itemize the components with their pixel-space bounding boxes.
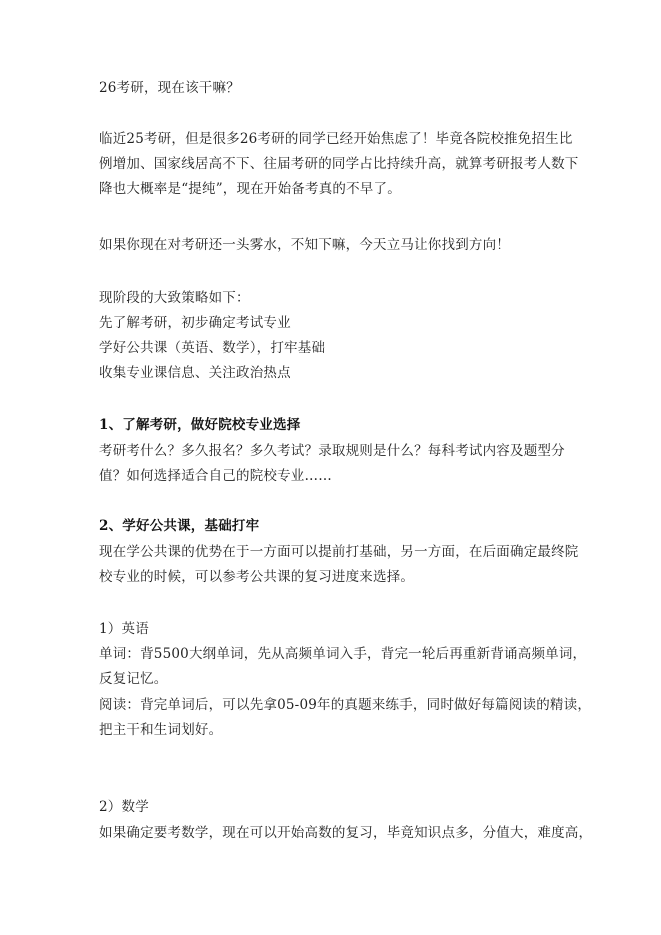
strategy-item-2: 学好公共课（英语、数学），打牢基础 xyxy=(99,340,326,356)
intro-line-2: 例增加、国家线居高不下、往届考研的同学占比持续升高，就算考研报考人数下 xyxy=(99,156,579,172)
intro-line-1: 临近25考研，但是很多26考研的同学已经开始焦虑了！毕竟各院校推免招生比 xyxy=(99,131,573,147)
intro-line-3: 降也大概率是“提纯”，现在开始备考真的不早了。 xyxy=(99,181,401,197)
math-heading: 2）数学 xyxy=(99,799,149,815)
section-2-line-2: 校专业的时候，可以参考公共课的复习进度来选择。 xyxy=(99,569,415,585)
hook-paragraph: 如果你现在对考研还一头雾水，不知下嘛，今天立马让你找到方向！ xyxy=(99,237,510,253)
english-line-4: 把主干和生词划好。 xyxy=(99,722,223,738)
english-line-3: 阅读：背完单词后，可以先拿05-09年的真题来练手，同时做好每篇阅读的精读， xyxy=(99,697,592,713)
section-1-heading: 1、了解考研，做好院校专业选择 xyxy=(99,417,301,433)
math-line-1: 如果确定要考数学，现在可以开始高数的复习，毕竟知识点多，分值大，难度高， xyxy=(99,825,593,841)
section-1-line-2: 值？如何选择适合自己的院校专业…… xyxy=(99,468,332,484)
section-1-line-1: 考研考什么？多久报名？多久考试？录取规则是什么？每科考试内容及题型分 xyxy=(99,443,565,459)
section-2-line-1: 现在学公共课的优势在于一方面可以提前打基础，另一方面，在后面确定最终院 xyxy=(99,544,579,560)
english-line-2: 反复记忆。 xyxy=(99,671,168,687)
strategy-item-1: 先了解考研，初步确定考试专业 xyxy=(99,315,291,331)
document-title: 26考研，现在该干嘛？ xyxy=(99,80,240,96)
strategy-heading: 现阶段的大致策略如下： xyxy=(99,290,250,306)
strategy-item-3: 收集专业课信息、关注政治热点 xyxy=(99,365,291,381)
english-line-1: 单词：背5500大纲单词，先从高频单词入手，背完一轮后再重新背诵高频单词， xyxy=(99,646,587,662)
section-2-heading: 2、学好公共课，基础打牢 xyxy=(99,518,260,534)
english-heading: 1）英语 xyxy=(99,621,149,637)
